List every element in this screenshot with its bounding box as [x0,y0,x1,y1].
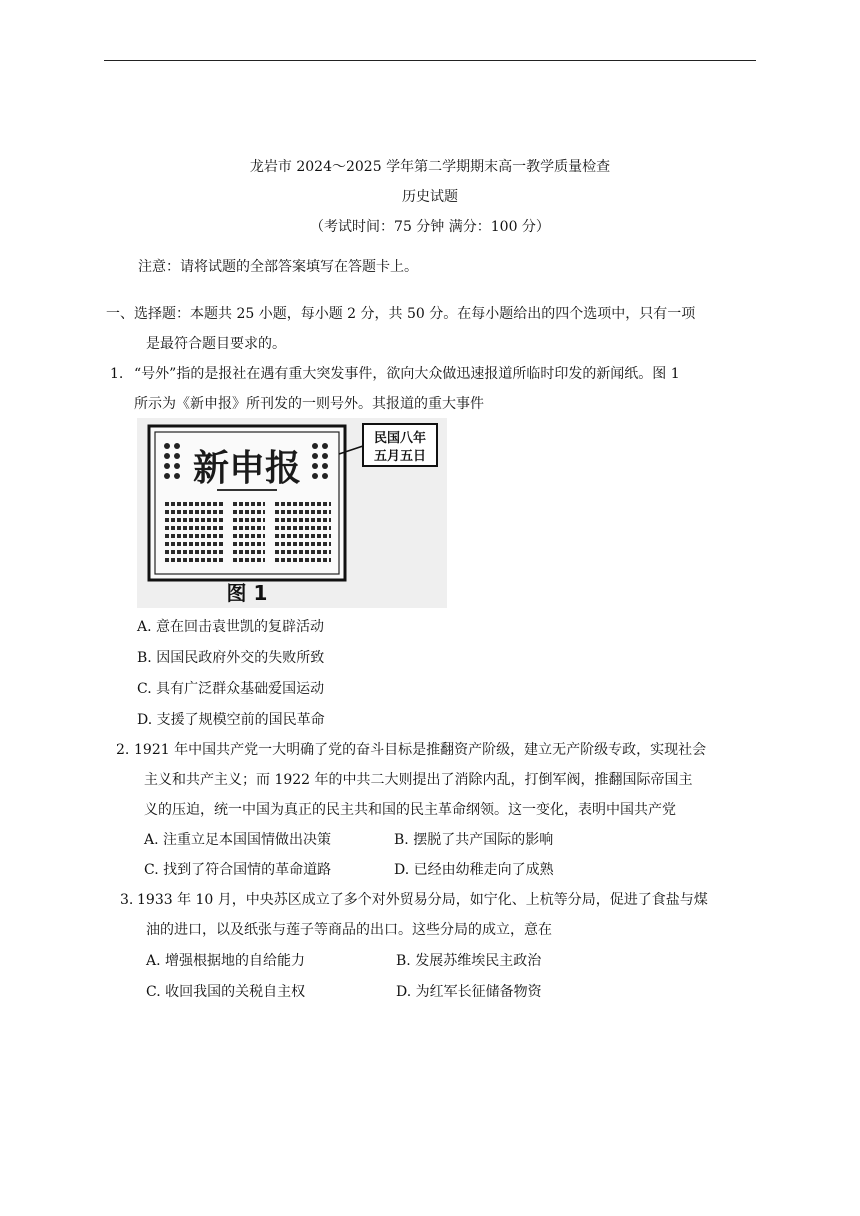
exam-info: （考试时间：75 分钟 满分：100 分） [310,219,550,235]
option-a: A. 注重立足本国国情做出决策 [144,832,332,848]
question-stem-line: 所示为《新申报》所刊发的一则号外。其报道的重大事件 [134,396,484,412]
question-number: 2. [116,742,130,758]
question-stem-line: 1921 年中国共产党一大明确了党的奋斗目标是推翻资产阶级，建立无产阶级专政，实现社会 [134,742,707,758]
option-b: B. 因国民政府外交的失败所致 [137,650,325,666]
newspaper-masthead: 新申报 [192,448,302,489]
option-a: A. 增强根据地的自给能力 [146,953,306,969]
option-d: D. 已经由幼稚走向了成熟 [394,862,554,878]
exam-subject: 历史试题 [402,189,458,205]
question-stem-line: 主义和共产主义；而 1922 年的中共二大则提出了消除内乱，打倒军阀，推翻国际帝国主 [144,772,693,788]
option-b: B. 发展苏维埃民主政治 [396,953,542,969]
question-stem-line: 1933 年 10 月，中央苏区成立了多个对外贸易分局，如宁化、上杭等分局，促进了食盐与煤 [137,892,708,908]
option-d: D. 支援了规模空前的国民革命 [137,712,325,728]
section-heading-cont: 是最符合题目要求的。 [146,336,286,352]
date-line-1: 民国八年 [373,431,427,446]
option-c: C. 找到了符合国情的革命道路 [144,862,332,878]
question-stem-line: 义的压迫，统一中国为真正的民主共和国的民主革命纲领。这一变化，表明中国共产党 [144,802,676,818]
question-number: 1. [110,366,124,382]
figure-caption: 图 1 [226,581,268,605]
date-line-2: 五月五日 [373,449,427,464]
option-c: C. 收回我国的关税自主权 [146,984,306,1000]
newspaper-figure [137,418,447,608]
exam-title: 龙岩市 2024～2025 学年第二学期期末高一教学质量检查 [249,159,611,175]
section-heading: 一、选择题：本题共 25 小题，每小题 2 分，共 50 分。在每小题给出的四个选项中，只有一项 [106,306,696,322]
header-rule [104,60,756,61]
question-stem-line: “号外”指的是报社在遇有重大突发事件，欲向大众做迅速报道所临时印发的新闻纸。图 1 [134,366,680,382]
question-number: 3. [120,892,134,908]
option-a: A. 意在回击袁世凯的复辟活动 [137,619,325,635]
option-c: C. 具有广泛群众基础爱国运动 [137,681,325,697]
option-d: D. 为红军长征储备物资 [396,984,542,1000]
option-b: B. 摆脱了共产国际的影响 [394,832,554,848]
notice: 注意：请将试题的全部答案填写在答题卡上。 [138,259,418,275]
question-stem-line: 油的进口，以及纸张与莲子等商品的出口。这些分局的成立，意在 [146,922,552,938]
